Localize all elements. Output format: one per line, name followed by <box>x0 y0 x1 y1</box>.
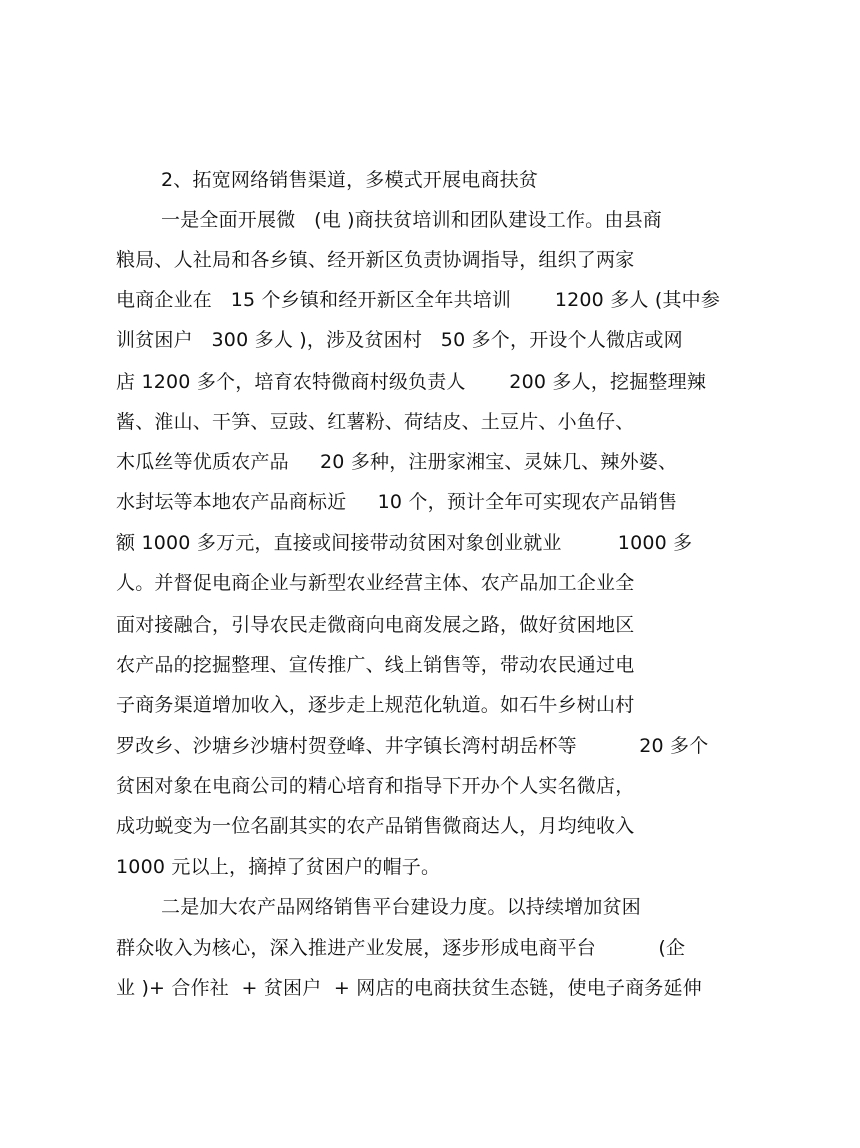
paragraph-line: 业 )+ 合作社 + 贫困户 + 网店的电商扶贫生态链，使电子商务延伸 <box>116 977 702 999</box>
paragraph-line: 一是全面开展微 (电 )商扶贫培训和团队建设工作。由县商 <box>161 209 662 231</box>
paragraph-line: 额 1000 多万元，直接或间接带动贫困对象创业就业 1000 多 <box>116 532 693 554</box>
paragraph-line: 罗改乡、沙塘乡沙塘村贺登峰、井字镇长湾村胡岳杯等 20 多个 <box>116 735 709 757</box>
paragraph-line: 人。并督促电商企业与新型农业经营主体、农产品加工企业全 <box>116 572 635 594</box>
paragraph-line: 粮局、人社局和各乡镇、经开新区负责协调指导，组织了两家 <box>116 249 635 271</box>
paragraph-line: 酱、淮山、干笋、豆豉、红薯粉、荷结皮、土豆片、小鱼仔、 <box>116 411 635 433</box>
paragraph-line: 贫困对象在电商公司的精心培育和指导下开办个人实名微店， <box>116 775 635 797</box>
section-heading: 2、拓宽网络销售渠道，多模式开展电商扶贫 <box>161 169 539 191</box>
paragraph-line: 面对接融合，引导农民走微商向电商发展之路，做好贫困地区 <box>116 614 635 636</box>
paragraph-line: 二是加大农产品网络销售平台建设力度。以持续增加贫困 <box>161 896 642 918</box>
paragraph-line: 1000 元以上，摘掉了贫困户的帽子。 <box>116 856 441 878</box>
paragraph-line: 木瓜丝等优质农产品 20 多种，注册家湘宝、灵妹几、辣外婆、 <box>116 451 678 473</box>
paragraph-line: 子商务渠道增加收入，逐步走上规范化轨道。如石牛乡树山村 <box>116 694 635 716</box>
paragraph-line: 群众收入为核心，深入推进产业发展，逐步形成电商平台 (企 <box>116 937 686 959</box>
paragraph-line: 成功蜕变为一位名副其实的农产品销售微商达人，月均纯收入 <box>116 815 635 837</box>
paragraph-line: 店 1200 多个，培育农特微商村级负责人 200 多人，挖掘整理辣 <box>116 371 707 393</box>
paragraph-line: 农产品的挖掘整理、宣传推广、线上销售等，带动农民通过电 <box>116 654 635 676</box>
paragraph-line: 水封坛等本地农产品商标近 10 个，预计全年可实现农产品销售 <box>116 491 678 513</box>
paragraph-line: 训贫困户 300 多人 )，涉及贫困村 50 多个，开设个人微店或网 <box>116 329 683 351</box>
paragraph-line: 电商企业在 15 个乡镇和经开新区全年共培训 1200 多人 (其中参 <box>116 289 721 311</box>
